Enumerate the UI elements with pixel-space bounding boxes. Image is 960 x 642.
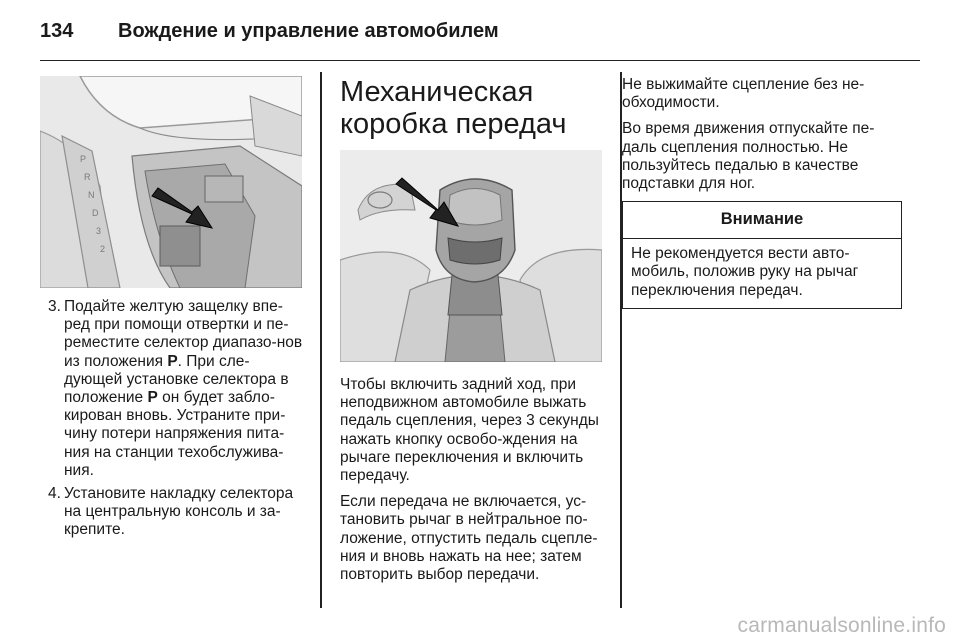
page-header: [40, 14, 920, 61]
step-text: Подайте желтую защелку впе-ред при помощи отвертки и пе-реместите селектор диапазо-нов из положения: [64, 298, 303, 370]
step-number: 4.: [48, 485, 61, 503]
gear-selector-illustration: [40, 76, 302, 288]
svg-text:P: P: [80, 154, 87, 164]
page-title: Вождение и управление автомобилем: [118, 20, 499, 42]
warning-title: Внимание: [623, 202, 901, 239]
left-column: [40, 76, 304, 545]
svg-text:N: N: [88, 190, 95, 200]
section-title-line1: Механическая: [340, 76, 534, 108]
clutch-paragraph: Не выжимайте сцепление без не-обходимости.: [622, 76, 865, 112]
section-title-line2: коробка передач: [340, 108, 567, 140]
section-title: [340, 76, 604, 140]
watermark: carmanualsonline.info: [737, 614, 946, 637]
right-column: [622, 76, 902, 309]
step-text: Установите накладку селектора на центральную консоль и за-крепите.: [64, 485, 294, 539]
position-p-label: P: [147, 389, 158, 407]
gear-not-engaged-paragraph: Если передача не включается, ус-тановить рычаг в нейтральное по-ложение, отпустить педаль сцепле-ния и вновь нажать на нее; затем повторить выбор передачи.: [340, 493, 598, 584]
svg-text:D: D: [92, 208, 99, 218]
svg-text:3: 3: [96, 226, 102, 236]
warning-text: Не рекомендуется вести авто-мобиль, положив руку на рычаг переключения передач.: [631, 245, 859, 299]
step-3: [40, 298, 304, 480]
step-number: 3.: [48, 298, 61, 315]
middle-column: [340, 76, 604, 592]
step-text-continued: . При сле-дующей установке селектора в положение: [64, 352, 289, 407]
position-p-label: P: [167, 352, 178, 370]
instruction-steps: [40, 298, 304, 540]
step-text-end: он будет забло-кирован вновь. Устраните при-чину потери напряжения пита-ния на станции техобслужива-ния.: [64, 389, 286, 479]
svg-text:R: R: [84, 172, 91, 182]
column-divider-left: [320, 72, 322, 608]
gear-knob-illustration: [340, 150, 602, 362]
page-number: 134: [40, 20, 74, 42]
clutch-release-paragraph: Во время движения отпускайте пе-даль сцепления полностью. Не пользуйтесь педалью в качестве подставки для ног.: [622, 120, 875, 193]
step-4: [40, 485, 304, 540]
warning-box: [622, 201, 902, 309]
svg-text:2: 2: [100, 244, 106, 254]
reverse-gear-paragraph: Чтобы включить задний ход, при неподвижном автомобиле выжать педаль сцепления, через 3 секунды нажать кнопку освобо-ждения на рычаге переключения и включить передачу.: [340, 376, 599, 485]
